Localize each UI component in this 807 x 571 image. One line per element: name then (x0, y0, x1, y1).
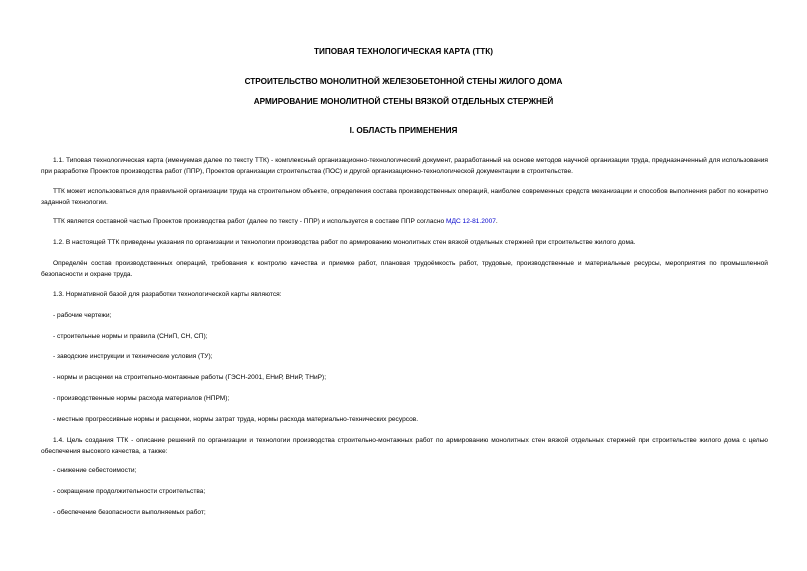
paragraph-ttk-usage: ТТК может использоваться для правильной организации труда на строительном объекте, определения состава производственных операций, наиболее современных средств механизации и способов выполнения работ по конкретно заданной технологии. (41, 188, 768, 206)
paragraph-text: ТТК является составной частью Проектов производства работ (далее по тексту - ППР) и используется в составе ППР согласно (53, 218, 446, 225)
section-title: I. ОБЛАСТЬ ПРИМЕНЕНИЯ (349, 126, 458, 135)
document-subtitle-reinforcement: АРМИРОВАНИЕ МОНОЛИТНОЙ СТЕНЫ ВЯЗКОЙ ОТДЕЛЬНЫХ СТЕРЖНЕЙ (253, 97, 554, 106)
paragraph-1-4: 1.4. Цель создания ТТК - описание решений по организации и технологии производства строительно-монтажных работ по армированию монолитных стен вязкой отдельных стержней при строительстве жилого дома с целью обеспечения высокого качества, а также: (41, 437, 768, 455)
list-item-cost-reduction: - снижение себестоимости; (53, 467, 137, 474)
paragraph-ttk-part-of-ppr (41, 217, 768, 228)
list-item-safety: - обеспечение безопасности выполняемых работ; (53, 509, 206, 516)
paragraph-1-2: 1.2. В настоящей ТТК приведены указания по организации и технологии производства работ по армированию монолитных стен вязкой отдельных стержней при строительстве жилого дома. (53, 239, 636, 246)
list-item-factory-instructions: - заводские инструкции и технические условия (ТУ); (53, 353, 213, 360)
list-item-duration-reduction: - сокращение продолжительности строительства; (53, 488, 206, 495)
mds-link[interactable]: МДС 12-81.2007 (445, 218, 496, 225)
paragraph-1-3: 1.3. Нормативной базой для разработки технологической карты являются: (53, 291, 282, 298)
list-item-local-norms: - местные прогрессивные нормы и расценки, нормы затрат труда, нормы расхода материально-технических ресурсов. (53, 416, 419, 423)
list-item-material-norms: - производственные нормы расхода материалов (НПРМ); (53, 395, 230, 402)
document-subtitle-construction: СТРОИТЕЛЬСТВО МОНОЛИТНОЙ ЖЕЛЕЗОБЕТОННОЙ СТЕНЫ ЖИЛОГО ДОМА (244, 77, 563, 86)
list-item-norms-rates: - нормы и расценки на строительно-монтажные работы (ГЭСН-2001, ЕНиР, ВНиР, ТНиР); (53, 374, 327, 381)
list-item-snip: - строительные нормы и правила (СНиП, СН, СП); (53, 333, 208, 340)
list-item-drawings: - рабочие чертежи; (53, 312, 112, 319)
paragraph-1-1: 1.1. Типовая технологическая карта (именуемая далее по тексту ТТК) - комплексный организационно-технологический документ, разработанный на основе методов научной организации труда, предназначенный для использования при разработке Проектов производства работ (ППР), Проектов организации строительства (ПОС) и другой организационно-технологической документации в строительстве. (41, 157, 768, 175)
paragraph-text-end: . (495, 218, 498, 225)
paragraph-operations: Определён состав производственных операций, требования к контролю качества и приемке работ, плановая трудоёмкость работ, трудовые, производственные и материальные ресурсы, мероприятия по промышленной безопасности и охране труда. (41, 260, 768, 278)
document-title: ТИПОВАЯ ТЕХНОЛОГИЧЕСКАЯ КАРТА (ТТК) (314, 47, 493, 56)
